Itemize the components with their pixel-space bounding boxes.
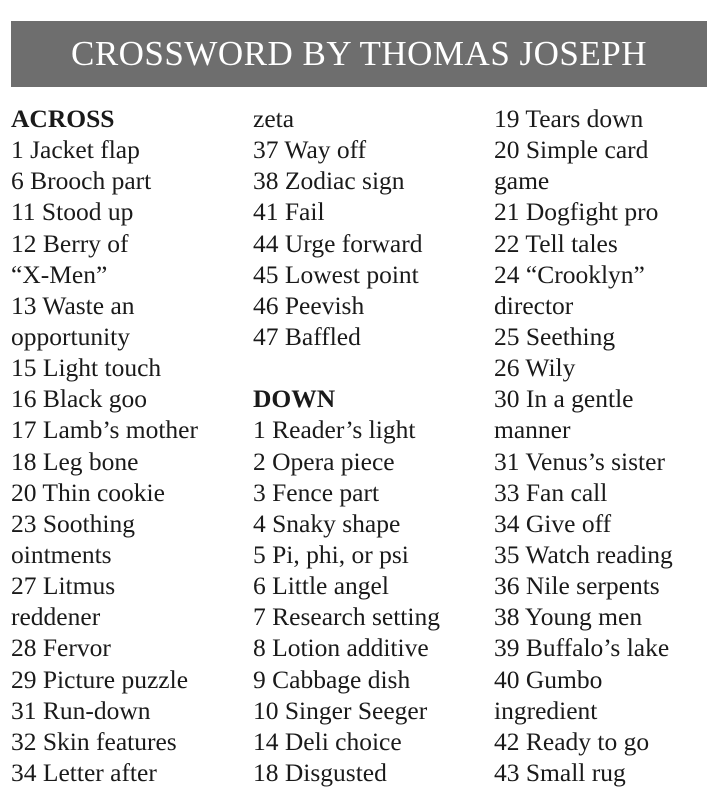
clue-line: 29 Picture puzzle [11,664,189,694]
clue-line: 39 Buffalo’s lake [494,633,670,663]
clue-line: 2 Opera piece [253,446,395,476]
page-title: CROSSWORD BY THOMAS JOSEPH [70,34,648,73]
clue-line: 45 Lowest point [253,259,419,289]
clue-line: 33 Fan call [494,477,608,507]
clue-line: “X-Men” [11,259,108,289]
section-heading: ACROSS [11,104,115,133]
clue-line: 20 Simple card [494,135,649,165]
clue-line: 15 Light touch [11,353,162,383]
clue-line: 25 Seething [494,321,616,351]
clue-line: 34 Letter after [11,757,157,787]
clue-line: 43 Small rug [494,757,626,787]
clue-line: 31 Run-down [11,695,151,725]
clue-line: zeta [253,104,295,133]
clue-line: manner [494,415,571,445]
clue-line: 28 Fervor [11,633,111,663]
clue-line: 22 Tell tales [494,228,618,258]
clue-line: 18 Disgusted [253,757,387,787]
clue-line: 3 Fence part [253,477,380,507]
clue-line: 34 Give off [494,508,612,538]
clue-column-1 [11,103,243,788]
clue-line: 30 In a gentle [494,384,634,414]
clue-line: opportunity [11,321,130,351]
clue-line: 26 Wily [494,353,576,383]
section-heading: DOWN [253,384,336,414]
clue-line: 1 Reader’s light [253,415,416,445]
clue-line: 27 Litmus [11,571,116,601]
clue-line: ointments [11,539,112,569]
clue-line: 12 Berry of [11,228,129,258]
clue-line: 11 Stood up [11,197,134,227]
clue-line: 47 Baffled [253,321,361,351]
clue-line: 20 Thin cookie [11,477,165,507]
clue-line: 23 Soothing [11,508,135,538]
clue-line: 21 Dogfight pro [494,197,659,227]
clue-line: 46 Peevish [253,290,365,320]
clue-line: 19 Tears down [494,104,644,133]
clue-line: 14 Deli choice [253,726,402,756]
clue-line: 16 Black goo [11,384,147,414]
clue-line: 40 Gumbo [494,664,603,694]
clue-line: 42 Ready to go [494,726,650,756]
section-spacer [253,352,489,383]
clue-line: 6 Little angel [253,571,389,601]
clue-line: 10 Singer Seeger [253,695,428,725]
clue-column-3 [494,103,712,788]
clue-line: 37 Way off [253,135,367,165]
clue-line: 6 Brooch part [11,166,152,196]
clue-line: 17 Lamb’s mother [11,415,198,445]
clue-line: 13 Waste an [11,290,135,320]
clue-line: 38 Young men [494,602,643,632]
clue-line: 31 Venus’s sister [494,446,665,476]
clue-line: 5 Pi, phi, or psi [253,539,409,569]
clue-line: 24 “Crooklyn” [494,259,645,289]
clue-line: reddener [11,602,101,632]
clue-line: 1 Jacket flap [11,135,140,165]
title-banner [11,21,707,87]
clue-line: 35 Watch reading [494,539,673,569]
clue-line: 36 Nile serpents [494,571,660,601]
clue-line: 41 Fail [253,197,325,227]
clue-line: 4 Snaky shape [253,508,401,538]
clue-line: 8 Lotion additive [253,633,429,663]
clue-line: director [494,290,574,320]
clue-line: 9 Cabbage dish [253,664,411,694]
clue-line: ingredient [494,695,598,725]
clue-line: 18 Leg bone [11,446,139,476]
clue-column-2 [253,103,489,788]
clue-line: 7 Research setting [253,602,440,632]
clue-line: 38 Zodiac sign [253,166,405,196]
clue-line: game [494,166,550,196]
clue-line: 32 Skin features [11,726,177,756]
clue-line: 44 Urge forward [253,228,423,258]
